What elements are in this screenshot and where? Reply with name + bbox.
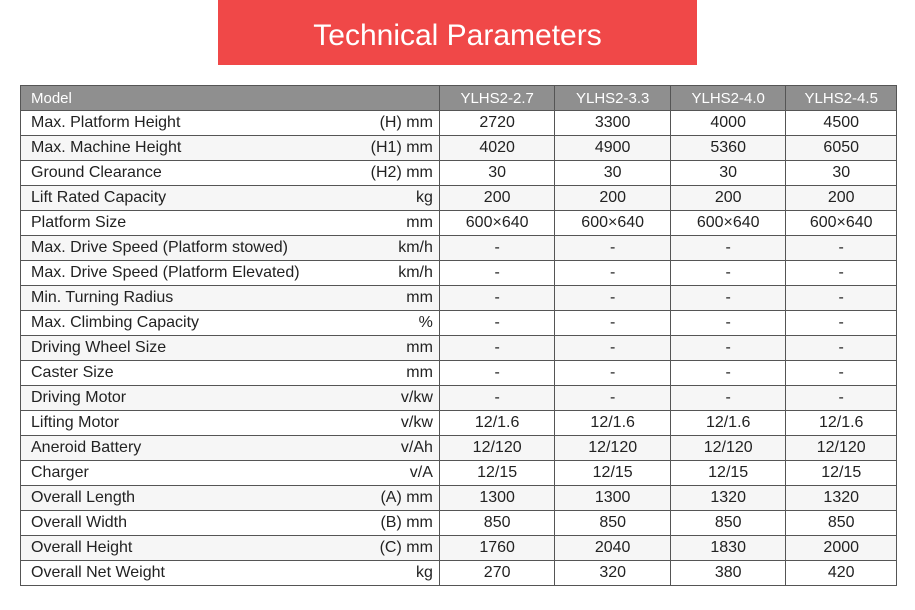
parameter-unit: km/h bbox=[362, 261, 439, 286]
parameter-value: 5360 bbox=[670, 136, 786, 161]
parameter-value: - bbox=[555, 236, 671, 261]
table-row bbox=[21, 436, 897, 461]
parameter-value: 12/15 bbox=[439, 461, 555, 486]
table-row bbox=[21, 161, 897, 186]
parameter-value: - bbox=[786, 286, 897, 311]
parameter-name: Driving Wheel Size bbox=[21, 336, 363, 361]
parameter-value: - bbox=[670, 336, 786, 361]
parameter-name: Platform Size bbox=[21, 211, 363, 236]
parameter-unit: mm bbox=[362, 336, 439, 361]
parameter-value: 12/120 bbox=[439, 436, 555, 461]
table-row bbox=[21, 136, 897, 161]
table-row bbox=[21, 336, 897, 361]
column-header-model-3: YLHS2-4.0 bbox=[670, 86, 786, 111]
parameter-value: 12/120 bbox=[670, 436, 786, 461]
parameter-value: 2720 bbox=[439, 111, 555, 136]
parameter-value: 320 bbox=[555, 561, 671, 586]
parameter-name: Overall Length bbox=[21, 486, 363, 511]
parameter-name: Caster Size bbox=[21, 361, 363, 386]
parameter-value: 1300 bbox=[555, 486, 671, 511]
table-row bbox=[21, 311, 897, 336]
parameter-value: 380 bbox=[670, 561, 786, 586]
parameter-value: 4000 bbox=[670, 111, 786, 136]
parameter-unit: mm bbox=[362, 286, 439, 311]
parameter-value: 12/1.6 bbox=[670, 411, 786, 436]
parameter-name: Max. Drive Speed (Platform stowed) bbox=[21, 236, 363, 261]
parameter-value: 1830 bbox=[670, 536, 786, 561]
parameter-unit: v/kw bbox=[362, 386, 439, 411]
parameter-value: 600×640 bbox=[555, 211, 671, 236]
parameter-value: - bbox=[555, 311, 671, 336]
table-row bbox=[21, 111, 897, 136]
parameter-value: 850 bbox=[555, 511, 671, 536]
parameter-value: - bbox=[786, 236, 897, 261]
parameter-unit: kg bbox=[362, 561, 439, 586]
parameter-value: 4020 bbox=[439, 136, 555, 161]
parameter-value: - bbox=[670, 386, 786, 411]
parameter-name: Overall Height bbox=[21, 536, 363, 561]
parameter-value: - bbox=[555, 386, 671, 411]
table-row bbox=[21, 536, 897, 561]
table-row bbox=[21, 236, 897, 261]
parameter-name: Max. Platform Height bbox=[21, 111, 363, 136]
parameter-name: Lift Rated Capacity bbox=[21, 186, 363, 211]
parameter-value: 850 bbox=[786, 511, 897, 536]
parameter-value: 12/15 bbox=[670, 461, 786, 486]
parameter-value: - bbox=[670, 236, 786, 261]
parameter-unit: v/kw bbox=[362, 411, 439, 436]
parameter-value: - bbox=[670, 361, 786, 386]
parameter-value: - bbox=[439, 286, 555, 311]
parameter-value: 2040 bbox=[555, 536, 671, 561]
parameter-value: 1760 bbox=[439, 536, 555, 561]
parameter-unit: kg bbox=[362, 186, 439, 211]
parameter-value: 600×640 bbox=[670, 211, 786, 236]
parameter-name: Overall Net Weight bbox=[21, 561, 363, 586]
parameter-name: Aneroid Battery bbox=[21, 436, 363, 461]
parameter-name: Max. Climbing Capacity bbox=[21, 311, 363, 336]
parameter-value: 1320 bbox=[786, 486, 897, 511]
parameter-value: 30 bbox=[670, 161, 786, 186]
parameter-unit: v/A bbox=[362, 461, 439, 486]
parameter-value: 6050 bbox=[786, 136, 897, 161]
parameter-value: 600×640 bbox=[439, 211, 555, 236]
table-row bbox=[21, 486, 897, 511]
parameter-value: - bbox=[439, 236, 555, 261]
parameter-value: 850 bbox=[439, 511, 555, 536]
column-header-model-4: YLHS2-4.5 bbox=[786, 86, 897, 111]
parameter-value: - bbox=[439, 336, 555, 361]
parameter-value: 12/15 bbox=[555, 461, 671, 486]
parameter-name: Ground Clearance bbox=[21, 161, 363, 186]
parameter-unit: (B) mm bbox=[362, 511, 439, 536]
table-row bbox=[21, 386, 897, 411]
parameter-value: 200 bbox=[786, 186, 897, 211]
parameter-value: 4900 bbox=[555, 136, 671, 161]
parameter-value: - bbox=[786, 261, 897, 286]
parameter-unit: % bbox=[362, 311, 439, 336]
parameter-name: Max. Drive Speed (Platform Elevated) bbox=[21, 261, 363, 286]
table-row bbox=[21, 211, 897, 236]
parameter-value: 200 bbox=[439, 186, 555, 211]
parameter-value: - bbox=[786, 311, 897, 336]
table-row bbox=[21, 286, 897, 311]
parameter-value: - bbox=[786, 386, 897, 411]
parameter-value: 850 bbox=[670, 511, 786, 536]
parameter-unit: (A) mm bbox=[362, 486, 439, 511]
page-title-banner bbox=[218, 0, 697, 65]
parameter-value: 12/1.6 bbox=[786, 411, 897, 436]
column-header-model-1: YLHS2-2.7 bbox=[439, 86, 555, 111]
table-row bbox=[21, 561, 897, 586]
parameter-value: - bbox=[555, 336, 671, 361]
table-row bbox=[21, 411, 897, 436]
parameter-value: 1320 bbox=[670, 486, 786, 511]
parameter-unit: v/Ah bbox=[362, 436, 439, 461]
column-header-unit bbox=[362, 86, 439, 111]
parameter-value: - bbox=[670, 286, 786, 311]
specifications-table bbox=[20, 85, 897, 586]
parameter-value: 200 bbox=[670, 186, 786, 211]
parameter-unit: (H2) mm bbox=[362, 161, 439, 186]
column-header-model: Model bbox=[21, 86, 363, 111]
parameter-value: 30 bbox=[555, 161, 671, 186]
table-header-row bbox=[21, 86, 897, 111]
parameter-unit: (H) mm bbox=[362, 111, 439, 136]
parameter-value: - bbox=[555, 261, 671, 286]
parameter-value: 270 bbox=[439, 561, 555, 586]
parameter-value: - bbox=[439, 261, 555, 286]
table-row bbox=[21, 261, 897, 286]
parameter-name: Driving Motor bbox=[21, 386, 363, 411]
table-row bbox=[21, 461, 897, 486]
parameter-value: 420 bbox=[786, 561, 897, 586]
column-header-model-2: YLHS2-3.3 bbox=[555, 86, 671, 111]
parameter-name: Lifting Motor bbox=[21, 411, 363, 436]
parameter-name: Overall Width bbox=[21, 511, 363, 536]
table-row bbox=[21, 511, 897, 536]
parameter-name: Min. Turning Radius bbox=[21, 286, 363, 311]
parameter-value: - bbox=[786, 361, 897, 386]
parameter-value: 3300 bbox=[555, 111, 671, 136]
parameter-value: 600×640 bbox=[786, 211, 897, 236]
parameter-unit: mm bbox=[362, 211, 439, 236]
parameter-value: - bbox=[439, 386, 555, 411]
parameter-value: 1300 bbox=[439, 486, 555, 511]
parameter-value: - bbox=[555, 286, 671, 311]
parameter-unit: mm bbox=[362, 361, 439, 386]
parameter-value: 200 bbox=[555, 186, 671, 211]
parameter-unit: (C) mm bbox=[362, 536, 439, 561]
parameter-value: - bbox=[439, 361, 555, 386]
parameter-value: - bbox=[670, 261, 786, 286]
table-row bbox=[21, 361, 897, 386]
parameter-value: 12/1.6 bbox=[439, 411, 555, 436]
parameter-value: 12/1.6 bbox=[555, 411, 671, 436]
parameter-value: 12/120 bbox=[786, 436, 897, 461]
parameter-value: - bbox=[670, 311, 786, 336]
parameter-name: Charger bbox=[21, 461, 363, 486]
parameter-unit: km/h bbox=[362, 236, 439, 261]
parameter-unit: (H1) mm bbox=[362, 136, 439, 161]
parameter-value: - bbox=[555, 361, 671, 386]
parameter-name: Max. Machine Height bbox=[21, 136, 363, 161]
parameter-value: - bbox=[439, 311, 555, 336]
parameter-value: 30 bbox=[786, 161, 897, 186]
parameter-value: - bbox=[786, 336, 897, 361]
table-row bbox=[21, 186, 897, 211]
page-title: Technical Parameters bbox=[313, 18, 602, 52]
parameter-value: 2000 bbox=[786, 536, 897, 561]
parameter-value: 30 bbox=[439, 161, 555, 186]
parameter-value: 12/120 bbox=[555, 436, 671, 461]
parameter-value: 4500 bbox=[786, 111, 897, 136]
parameter-value: 12/15 bbox=[786, 461, 897, 486]
